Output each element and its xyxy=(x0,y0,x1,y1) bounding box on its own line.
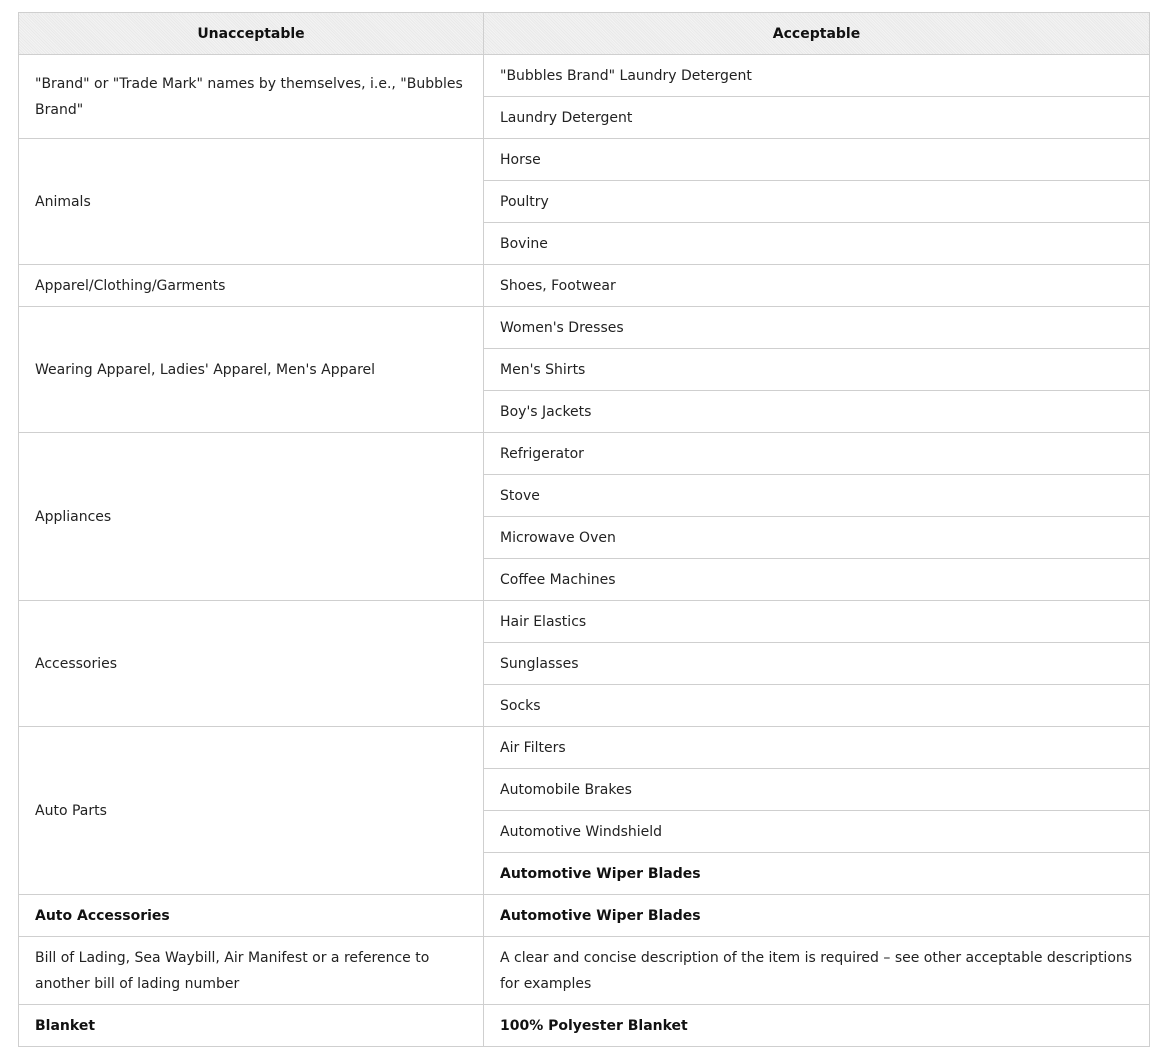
acceptable-cell: Shoes, Footwear xyxy=(484,265,1150,307)
table-row xyxy=(19,433,1150,475)
table-row xyxy=(19,727,1150,769)
table-row xyxy=(19,307,1150,349)
acceptable-cell: Automotive Windshield xyxy=(484,811,1150,853)
acceptable-cell: Boy's Jackets xyxy=(484,391,1150,433)
acceptable-cell: 100% Polyester Blanket xyxy=(484,1005,1150,1047)
table-row xyxy=(19,265,1150,307)
acceptable-cell: Automotive Wiper Blades xyxy=(484,895,1150,937)
table-row xyxy=(19,55,1150,97)
acceptable-cell: Hair Elastics xyxy=(484,601,1150,643)
acceptable-cell: Air Filters xyxy=(484,727,1150,769)
descriptions-table-container xyxy=(18,12,1149,1047)
unacceptable-cell: Auto Parts xyxy=(19,727,484,895)
acceptable-cell: Stove xyxy=(484,475,1150,517)
unacceptable-cell: Accessories xyxy=(19,601,484,727)
acceptable-cell: Sunglasses xyxy=(484,643,1150,685)
table-header-row xyxy=(19,13,1150,55)
acceptable-cell: Refrigerator xyxy=(484,433,1150,475)
acceptable-cell: Laundry Detergent xyxy=(484,97,1150,139)
acceptable-cell: Microwave Oven xyxy=(484,517,1150,559)
acceptable-cell: Socks xyxy=(484,685,1150,727)
acceptable-cell: Horse xyxy=(484,139,1150,181)
header-unacceptable: Unacceptable xyxy=(19,13,484,55)
table-row xyxy=(19,601,1150,643)
descriptions-table xyxy=(18,12,1150,1047)
table-row xyxy=(19,139,1150,181)
table-body xyxy=(19,55,1150,1047)
acceptable-cell: Poultry xyxy=(484,181,1150,223)
acceptable-cell: A clear and concise description of the item is required – see other acceptable descriptions for examples xyxy=(484,937,1150,1005)
unacceptable-cell: "Brand" or "Trade Mark" names by themselves, i.e., "Bubbles Brand" xyxy=(19,55,484,139)
acceptable-cell: Coffee Machines xyxy=(484,559,1150,601)
acceptable-cell: Women's Dresses xyxy=(484,307,1150,349)
acceptable-cell: Bovine xyxy=(484,223,1150,265)
acceptable-cell: "Bubbles Brand" Laundry Detergent xyxy=(484,55,1150,97)
unacceptable-cell: Auto Accessories xyxy=(19,895,484,937)
unacceptable-cell: Wearing Apparel, Ladies' Apparel, Men's Apparel xyxy=(19,307,484,433)
unacceptable-cell: Apparel/Clothing/Garments xyxy=(19,265,484,307)
unacceptable-cell: Bill of Lading, Sea Waybill, Air Manifest or a reference to another bill of lading number xyxy=(19,937,484,1005)
unacceptable-cell: Animals xyxy=(19,139,484,265)
table-row xyxy=(19,895,1150,937)
table-row xyxy=(19,1005,1150,1047)
header-acceptable: Acceptable xyxy=(484,13,1150,55)
unacceptable-cell: Blanket xyxy=(19,1005,484,1047)
acceptable-cell: Automobile Brakes xyxy=(484,769,1150,811)
acceptable-cell: Men's Shirts xyxy=(484,349,1150,391)
acceptable-cell: Automotive Wiper Blades xyxy=(484,853,1150,895)
table-row xyxy=(19,937,1150,1005)
unacceptable-cell: Appliances xyxy=(19,433,484,601)
